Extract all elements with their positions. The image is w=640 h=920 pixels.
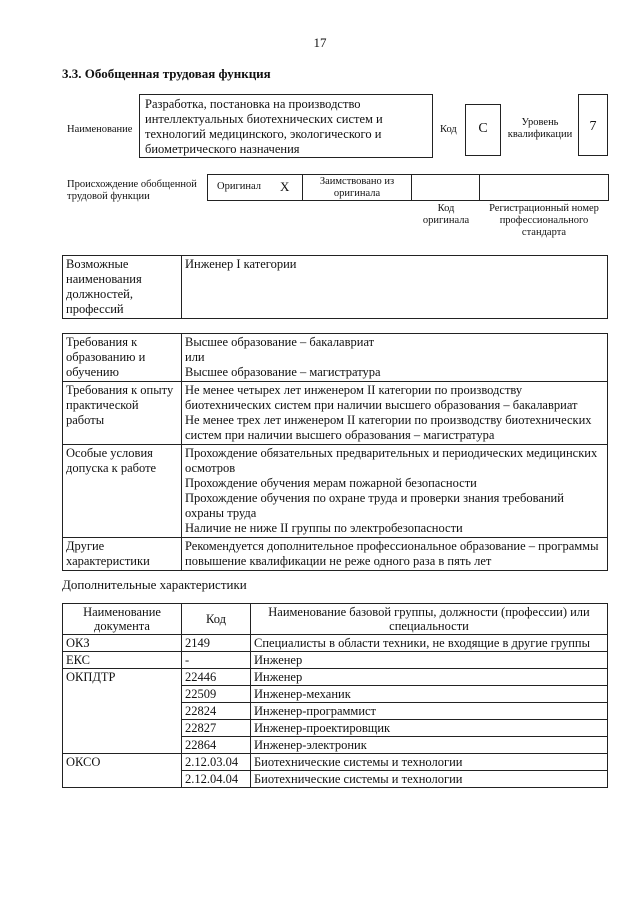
code-cell: 2.12.04.04 (182, 771, 251, 788)
table-row (63, 652, 608, 669)
code-cell: 22827 (182, 720, 251, 737)
level-value: 7 (578, 94, 608, 156)
name-cell: Инженер-электроник (251, 737, 608, 754)
col-header-code: Код (182, 604, 251, 635)
origin-label: Происхождение обобщенной трудовой функции (67, 179, 197, 202)
positions-value: Инженер I категории (182, 256, 608, 319)
section-title: 3.3. Обобщенная трудовая функция (62, 66, 271, 81)
positions-table (62, 255, 608, 319)
name-cell: Инженер (251, 652, 608, 669)
doc-cell: ЕКС (63, 652, 182, 669)
name-cell: Инженер (251, 669, 608, 686)
code-original-caption: Код оригинала (422, 203, 470, 226)
code-cell: 22864 (182, 737, 251, 754)
name-cell: Специалисты в области техники, не входящие в другие группы (251, 635, 608, 652)
req-label: Особые условия допуска к работе (63, 445, 182, 538)
name-label: Наименование (67, 124, 133, 135)
name-value: Разработка, постановка на производство интеллектуальных биотехнических систем и технологий медицинского, экологического и биометрического назначения (139, 94, 433, 158)
req-line: Высшее образование – магистратура (185, 365, 381, 379)
doc-cell: ОКПДТР (63, 669, 182, 754)
req-label: Требования к опыту практической работы (63, 382, 182, 445)
req-line: Прохождение обязательных предварительных и периодических медицинских осмотров (185, 446, 598, 475)
req-line: Прохождение обучения по охране труда и проверки знания требований охраны труда (185, 491, 564, 520)
doc-cell: ОКСО (63, 754, 182, 788)
additional-title: Дополнительные характеристики (62, 577, 247, 592)
level-label: Уровень квалификации (507, 117, 573, 140)
req-line: Высшее образование – бакалавриат (185, 335, 375, 349)
doc-cell: ОКЗ (63, 635, 182, 652)
code-cell: 22446 (182, 669, 251, 686)
req-line: Наличие не ниже II группы по электробезопасности (185, 521, 463, 535)
req-line: Не менее четырех лет инженером II категории по производству биотехнических систем при наличии высшего образования – бакалавриат (185, 383, 578, 412)
name-cell: Инженер-проектировщик (251, 720, 608, 737)
table-row (63, 669, 608, 686)
code-cell: 2.12.03.04 (182, 754, 251, 771)
additional-table (62, 603, 608, 788)
code-cell: 22824 (182, 703, 251, 720)
req-label: Требования к образованию и обучению (63, 334, 182, 382)
original-mark: X (280, 179, 290, 194)
col-header-name: Наименование базовой группы, должности (профессии) или специальности (251, 604, 608, 635)
code-cell: 2149 (182, 635, 251, 652)
code-label: Код (440, 124, 457, 135)
code-cell: - (182, 652, 251, 669)
borrowed-label: Заимствовано из оригинала (319, 176, 395, 199)
name-cell: Инженер-механик (251, 686, 608, 703)
table-row (63, 754, 608, 771)
reg-number-caption: Регистрационный номер профессионального стандарта (489, 203, 599, 238)
name-cell: Инженер-программист (251, 703, 608, 720)
req-line: Рекомендуется дополнительное профессиональное образование – программы повышение квалификации не реже одного раза в пять лет (185, 539, 599, 568)
positions-label: Возможные наименования должностей, профессий (63, 256, 182, 319)
page-number: 17 (313, 35, 327, 50)
name-cell: Биотехнические системы и технологии (251, 771, 608, 788)
name-cell: Биотехнические системы и технологии (251, 754, 608, 771)
code-value: C (465, 104, 501, 156)
req-label: Другие характеристики (63, 538, 182, 571)
table-row (63, 635, 608, 652)
original-label: Оригинал (217, 181, 261, 192)
req-line: Прохождение обучения мерам пожарной безопасности (185, 476, 477, 490)
req-line: или (185, 350, 205, 364)
req-line: Не менее трех лет инженером II категории по производству биотехнических систем при наличии высшего образования – магистратура (185, 413, 592, 442)
requirements-table (62, 333, 608, 571)
col-header-doc: Наименование документа (63, 604, 182, 635)
code-cell: 22509 (182, 686, 251, 703)
